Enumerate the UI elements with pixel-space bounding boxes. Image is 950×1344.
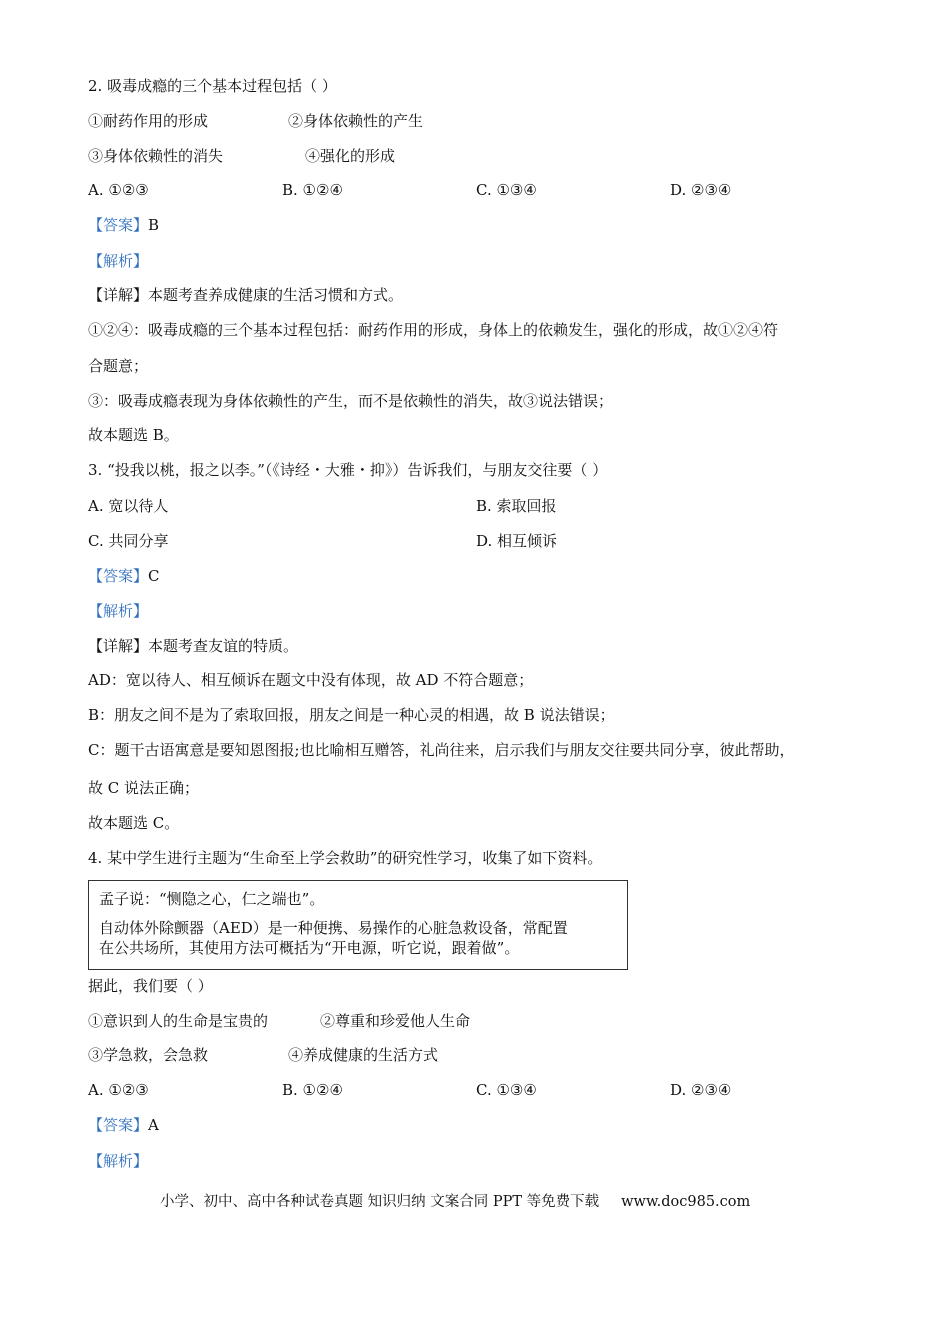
q3-explain-1: AD：宽以待人、相互倾诉在题文中没有体现，故 AD 不符合题意；: [88, 671, 534, 689]
answer-tag: 【答案】: [88, 567, 149, 585]
q2-option-c: C. ①③④: [476, 181, 537, 199]
q3-answer: C: [148, 567, 160, 585]
q2-answer: B: [148, 216, 160, 234]
q3-option-d: D. 相互倾诉: [476, 532, 558, 550]
q2-item-4: ④强化的形成: [305, 147, 396, 165]
q2-answer-line: [88, 215, 159, 235]
q2-option-b: B. ①②④: [282, 181, 343, 199]
q2-item-3: ③身体依赖性的消失: [88, 147, 224, 165]
material-quote: 孟子说：“恻隐之心，仁之端也”。: [99, 890, 325, 908]
q4-stem: 4. 某中学生进行主题为“生命至上学会救助”的研究性学习，收集了如下资料。: [88, 849, 603, 867]
footer-text: 小学、初中、高中各种试卷真题 知识归纳 文案合同 PPT 等免费下载: [160, 1194, 600, 1210]
q3-option-b: B. 索取回报: [476, 497, 557, 515]
q3-explain-4: 故 C 说法正确；: [88, 779, 200, 797]
q2-stem: 2. 吸毒成瘾的三个基本过程包括（ ）: [88, 77, 337, 95]
detail-tag: 【详解】: [88, 637, 149, 655]
footer-link[interactable]: www.doc985.com: [621, 1194, 751, 1210]
q4-item-2: ②尊重和珍爱他人生命: [320, 1012, 471, 1030]
q3-answer-line: [88, 566, 160, 586]
q2-analysis-tag: 【解析】: [88, 252, 149, 270]
page-footer: [160, 1192, 750, 1212]
q3-analysis-tag: 【解析】: [88, 602, 149, 620]
q2-detail-line: [88, 285, 403, 305]
q2-explain-3: ③：吸毒成瘾表现为身体依赖性的产生，而不是依赖性的消失，故③说法错误；: [88, 392, 614, 410]
q3-stem: 3. “投我以桃，报之以李。”（《诗经・大雅・抑》）告诉我们，与朋友交往要（ ）: [88, 461, 608, 479]
q4-analysis-tag: 【解析】: [88, 1152, 149, 1170]
detail-tag: 【详解】: [88, 286, 149, 304]
q4-option-a: A. ①②③: [88, 1081, 149, 1099]
q2-explain-1: ①②④：吸毒成瘾的三个基本过程包括：耐药作用的形成，身体上的依赖发生，强化的形成，故①②④符: [88, 321, 779, 339]
q2-option-a: A. ①②③: [88, 181, 149, 199]
material-box: [88, 880, 628, 970]
q4-option-c: C. ①③④: [476, 1081, 537, 1099]
q2-detail: 本题考查养成健康的生活习惯和方式。: [148, 286, 404, 304]
q4-answer-line: [88, 1115, 159, 1135]
q4-answer: A: [148, 1116, 159, 1134]
q2-conclusion: 故本题选 B。: [88, 426, 179, 444]
q2-item-2: ②身体依赖性的产生: [288, 112, 424, 130]
material-aed-line-2: 在公共场所，其使用方法可概括为“开电源，听它说，跟着做”。: [99, 939, 520, 957]
q3-detail-line: [88, 636, 298, 656]
q3-option-c: C. 共同分享: [88, 532, 169, 550]
q2-option-d: D. ②③④: [670, 181, 732, 199]
q4-item-1: ①意识到人的生命是宝贵的: [88, 1012, 269, 1030]
q3-explain-3: C：题干古语寓意是要知恩图报;也比喻相互赠答，礼尚往来，启示我们与朋友交往要共同分享，彼此帮助，: [88, 741, 795, 759]
q4-option-b: B. ①②④: [282, 1081, 343, 1099]
q3-option-a: A. 宽以待人: [88, 497, 169, 515]
q4-prompt: 据此，我们要（ ）: [88, 977, 213, 995]
q2-explain-2: 合题意；: [88, 357, 149, 375]
q3-conclusion: 故本题选 C。: [88, 814, 180, 832]
answer-tag: 【答案】: [88, 216, 149, 234]
material-aed-line-1: 自动体外除颤器（AED）是一种便携、易操作的心脏急救设备，常配置: [99, 919, 568, 937]
q4-item-3: ③学急救，会急救: [88, 1046, 209, 1064]
q4-option-d: D. ②③④: [670, 1081, 732, 1099]
answer-tag: 【答案】: [88, 1116, 149, 1134]
q3-detail: 本题考查友谊的特质。: [148, 637, 299, 655]
q3-explain-2: B：朋友之间不是为了索取回报，朋友之间是一种心灵的相遇，故 B 说法错误；: [88, 706, 615, 724]
q2-item-1: ①耐药作用的形成: [88, 112, 209, 130]
q4-item-4: ④养成健康的生活方式: [288, 1046, 439, 1064]
